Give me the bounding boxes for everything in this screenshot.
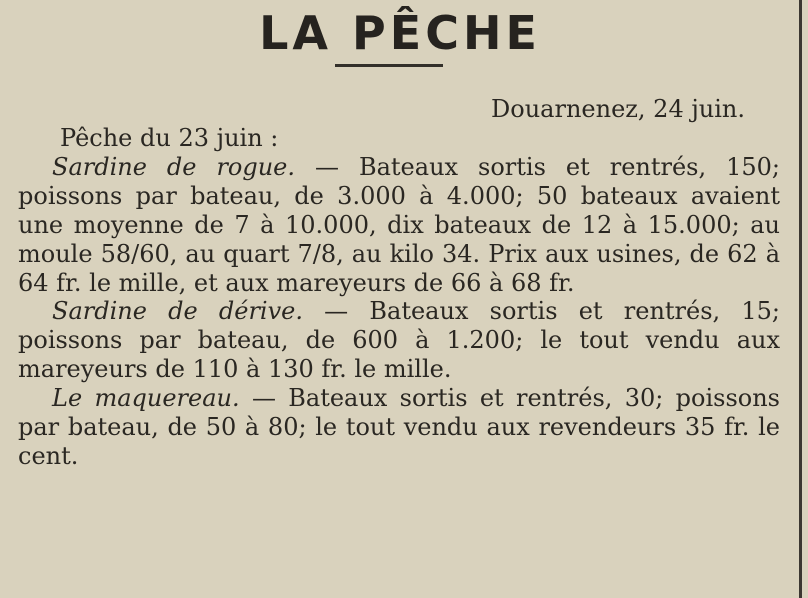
column-rule [799,0,802,598]
paragraph-sardine-derive [18,297,780,384]
title-underline [335,64,443,67]
paragraph-text: — Bateaux sortis et rentrés, 30; poissons par bateau, de 50 à 80; le tout vendu aux revendeurs 35 fr. le cent. [18,384,780,470]
paragraph-text: — Bateaux sortis et rentrés, 15; poissons par bateau, de 600 à 1.200; le tout vendu aux mareyeurs de 110 à 130 fr. le mille. [18,297,780,384]
article-body [18,124,780,471]
paragraph-maquereau [18,384,780,471]
paragraph-sardine-rogue [18,153,780,298]
paragraph-lede: Le maquereau. [52,384,240,413]
article-title: LA PÊCHE [259,6,541,60]
paragraph-text: — Bateaux sortis et rentrés, 150; poissons par bateau, de 3.000 à 4.000; 50 bateaux avaient une moyenne de 7 à 10.000, dix bateaux de 12 à 15.000; au moule 58/60, au quart 7/8, au kilo 34. Prix aux usines, de 62 à 64 fr. le mille, et aux mareyeurs de 66 à 68 fr. [18,152,780,297]
intro-line: Pêche du 23 juin : [60,124,279,152]
paragraph-lede: Sardine de dérive. [52,297,303,326]
paragraph-lede: Sardine de rogue. [52,152,296,181]
dateline: Douarnenez, 24 juin. [491,95,745,123]
